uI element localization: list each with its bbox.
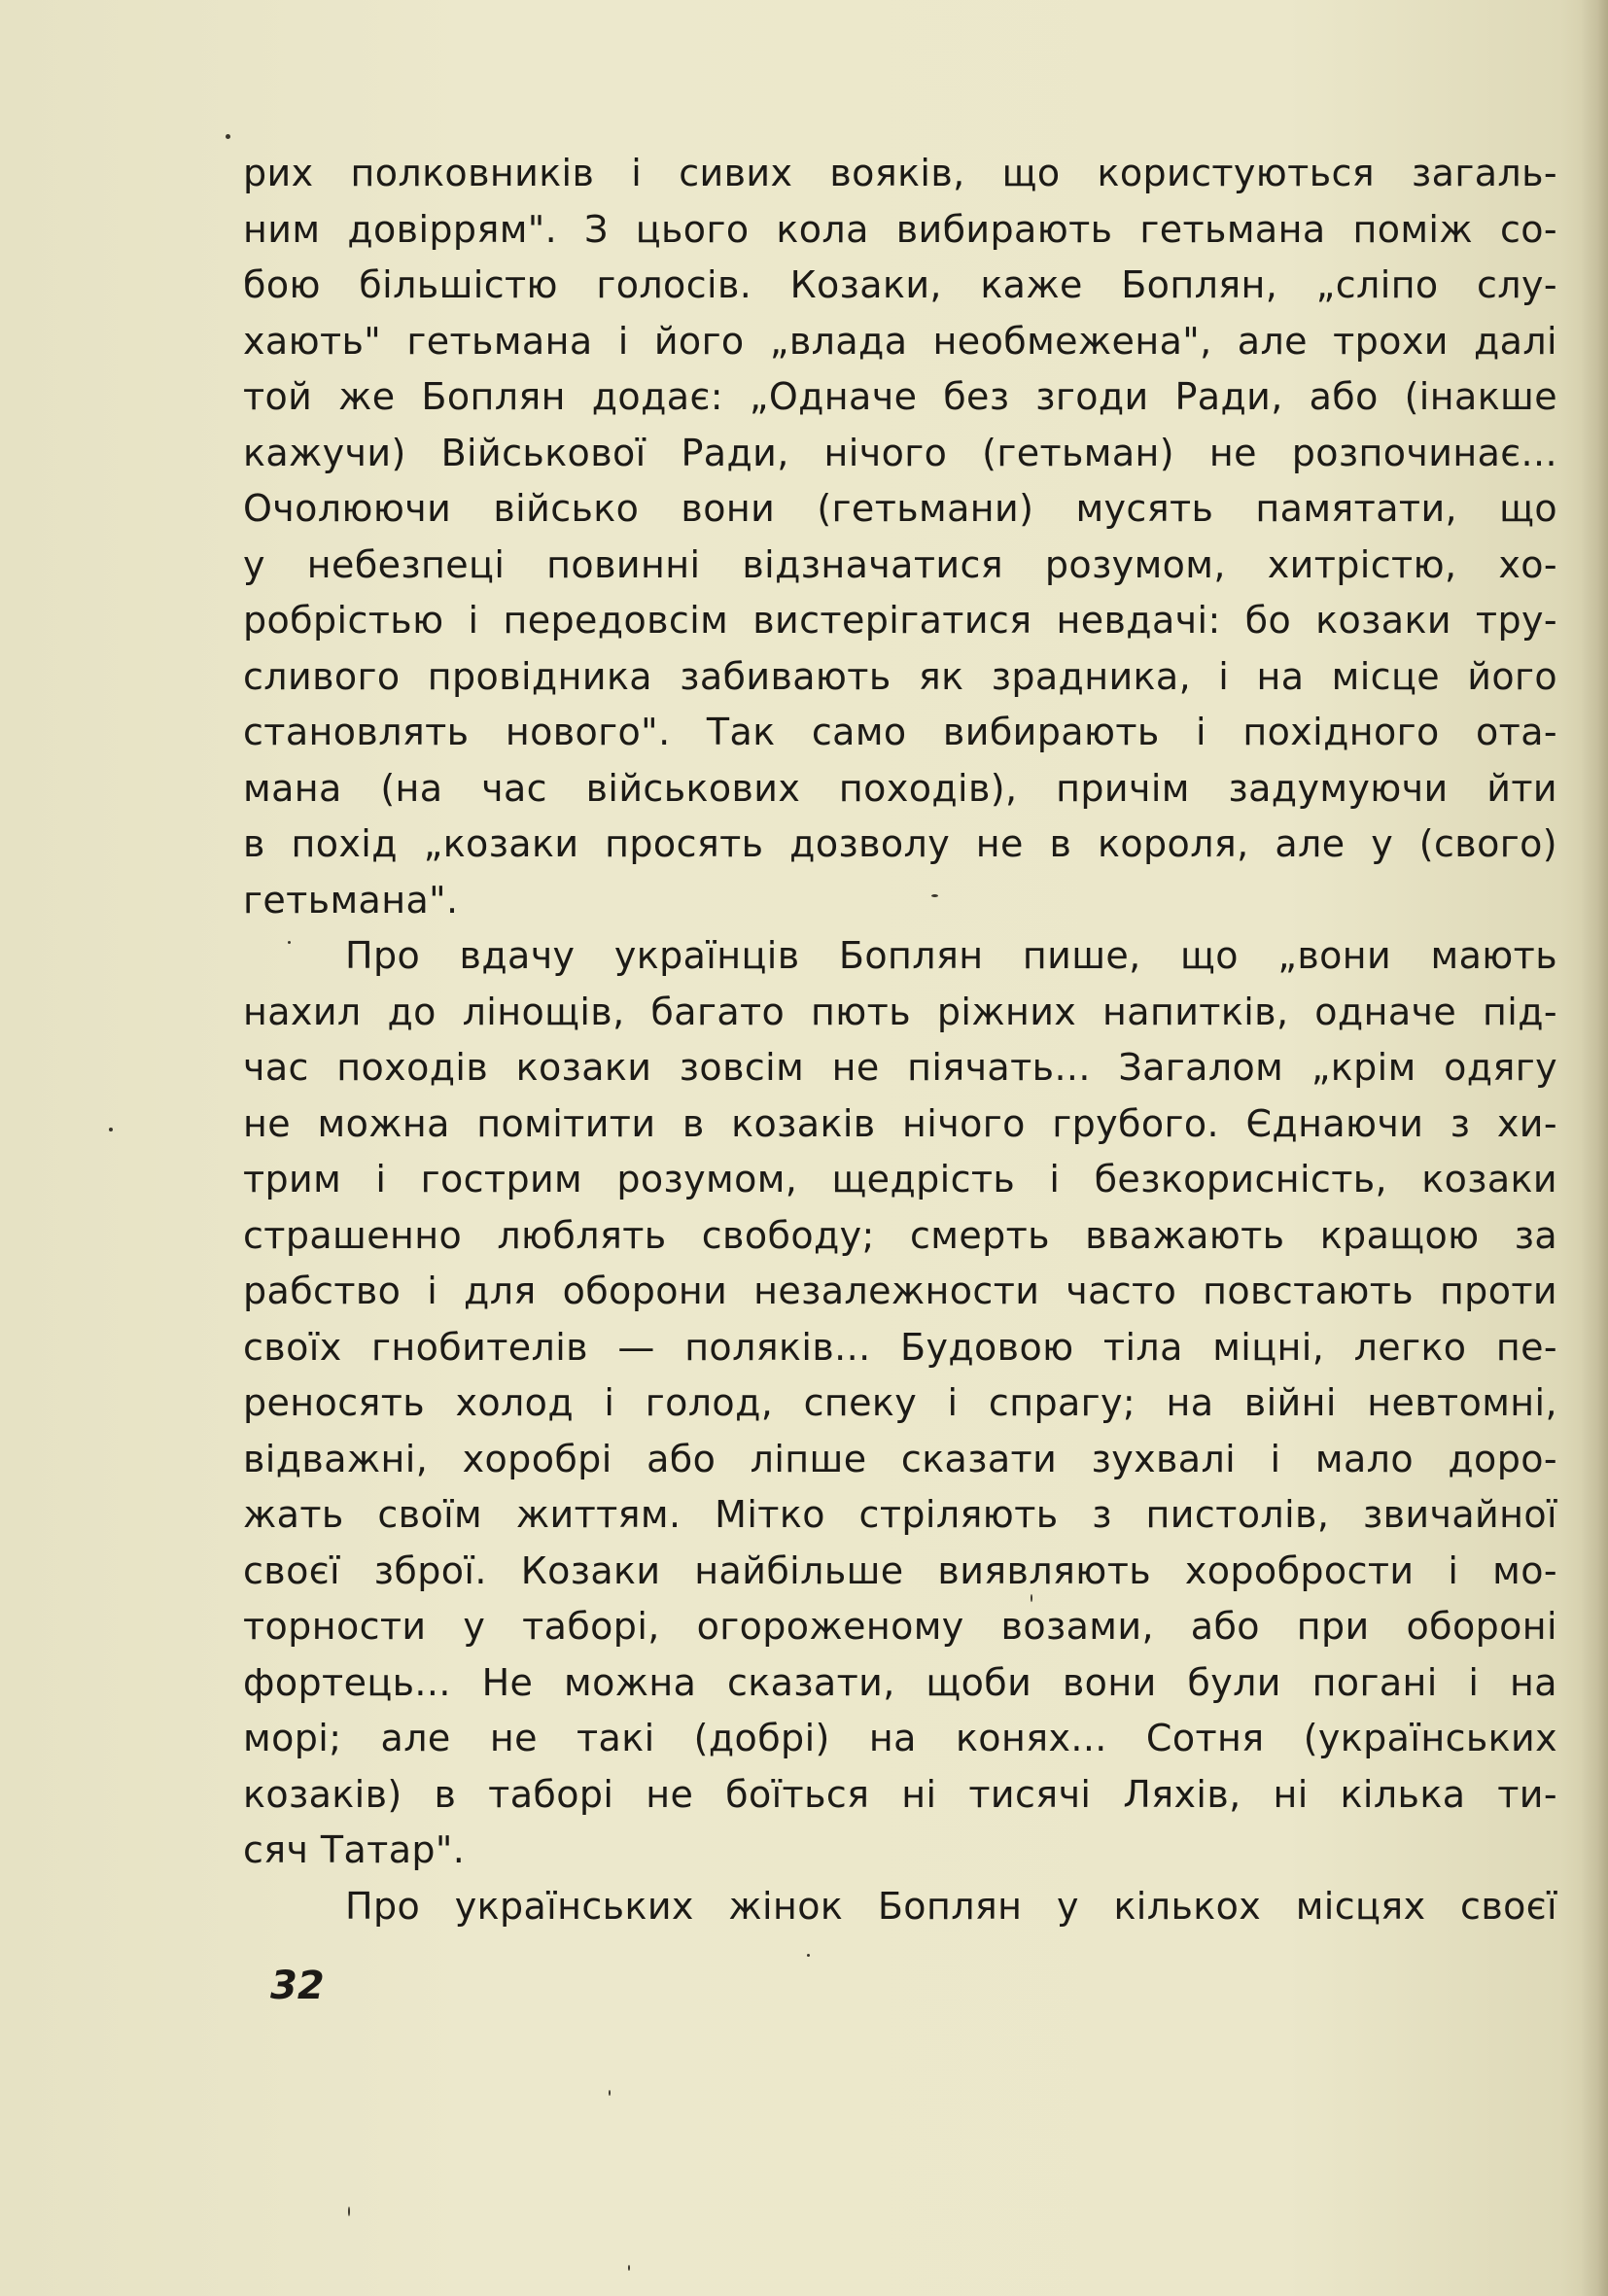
print-speck xyxy=(609,2090,611,2096)
text-line: не можна помітити в козаків нічого грубого. Єднаючи з хи- xyxy=(243,1101,1557,1145)
text-line: мана (на час військових походів), причім задумуючи йти xyxy=(243,766,1557,810)
print-speck xyxy=(348,2207,350,2216)
page-number: 32 xyxy=(270,1964,325,2008)
page-edge-shadow xyxy=(1581,0,1608,2296)
text-line: жать своїм життям. Мітко стріляють з пистолів, звичайної xyxy=(243,1493,1557,1536)
print-speck xyxy=(807,1954,810,1957)
text-line: хають" гетьмана і його „влада необмежена", але трохи далі xyxy=(243,319,1557,363)
text-line: становлять нового". Так само вибирають і похідного ота- xyxy=(243,711,1557,753)
text-line: трим і гострим розумом, щедрість і безкорисність, козаки xyxy=(243,1158,1557,1200)
text-line: морі; але не такі (добрі) на конях... Сотня (українських xyxy=(243,1717,1557,1759)
text-line: рабство і для оборони незалежности часто повстають проти xyxy=(243,1270,1557,1312)
body-text xyxy=(243,146,1557,1934)
text-line: фортець... Не можна сказати, щоби вони були погані і на xyxy=(243,1660,1557,1704)
text-line: бою більшістю голосів. Козаки, каже Боплян, „сліпо слу- xyxy=(243,263,1557,306)
print-speck xyxy=(931,894,938,897)
text-line: страшенно люблять свободу; смерть вважають кращою за xyxy=(243,1213,1557,1257)
text-line: відважні, хоробрі або ліпше сказати зухвалі і мало доро- xyxy=(243,1437,1557,1480)
text-line: той же Боплян додає: „Одначе без згоди Ради, або (інакше xyxy=(243,375,1557,418)
print-speck xyxy=(226,134,230,139)
print-speck xyxy=(1031,1594,1032,1602)
text-line: козаків) в таборі не боїться ні тисячі Ляхів, ні кілька ти- xyxy=(243,1772,1557,1816)
text-line: рих полковників і сивих вояків, що користуються загаль- xyxy=(243,152,1557,194)
paragraph-first-line: Про українських жінок Боплян у кількох місцях своєї xyxy=(345,1884,1557,1928)
text-line: в похід „козаки просять дозволу не в короля, але у (свого) xyxy=(243,822,1557,865)
text-line: у небезпеці повинні відзначатися розумом, хитрістю, хо- xyxy=(243,542,1557,586)
text-line: Очолюючи військо вони (гетьмани) мусять памятати, що xyxy=(243,487,1557,530)
text-line: сяч Татар". xyxy=(243,1828,466,1871)
text-line: час походів козаки зовсім не піячать... Загалом „крім одягу xyxy=(243,1046,1557,1089)
text-line: гетьмана". xyxy=(243,878,459,922)
text-line: ним довіррям". З цього кола вибирають гетьмана поміж со- xyxy=(243,207,1557,251)
text-line: кажучи) Військової Ради, нічого (гетьман) не розпочинає... xyxy=(243,431,1557,474)
text-line: нахил до лінощів, багато пють ріжних напитків, одначе під- xyxy=(243,990,1557,1033)
text-line: своїх гнобителів — поляків... Будовою тіла міцні, легко пе- xyxy=(243,1325,1557,1369)
paragraph-first-line: Про вдачу українців Боплян пише, що „вони мають xyxy=(345,934,1557,977)
text-line: своєї зброї. Козаки найбільше виявляють хоробрости і мо- xyxy=(243,1548,1557,1592)
print-speck xyxy=(288,941,291,944)
text-line: сливого провідника забивають як зрадника, і на місце його xyxy=(243,654,1557,698)
text-line: реносять холод і голод, спеку і спрагу; на війні невтомні, xyxy=(243,1381,1557,1424)
print-speck xyxy=(109,1128,113,1131)
text-line: робрістью і передовсім вистерігатися невдачі: бо козаки тру- xyxy=(243,599,1557,642)
text-line: торности у таборі, огороженому возами, або при обороні xyxy=(243,1605,1557,1648)
print-speck xyxy=(628,2265,630,2271)
